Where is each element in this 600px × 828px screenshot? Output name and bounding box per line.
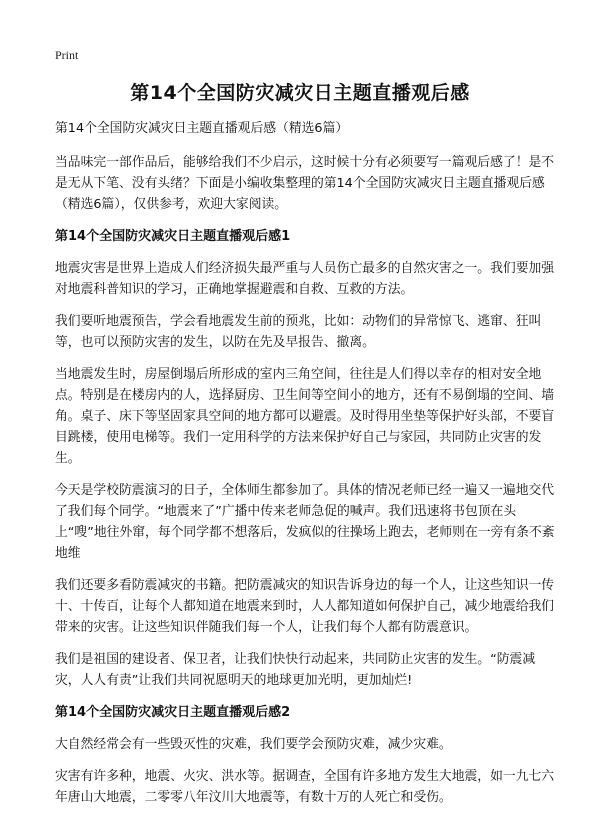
paragraph: 当地震发生时，房屋倒塌后所形成的室内三角空间，往往是人们得以幸存的相对安全地点。特别是在楼房内的人，选择厨房、卫生间等空间小的地方，还有不易倒塌的空间、墙角。桌子、床下等坚固家具空间的地方都可以避震。及时得用坐垫等保护好头部，不要盲目跳楼，使用电梯等。我们一定用科学的方法来保护好自己与家园，共同防止灾害的发生。: [55, 367, 555, 466]
paragraph: 地震灾害是世界上造成人们经济损失最严重与人员伤亡最多的自然灾害之一。我们要加强对地震科普知识的学习，正确地掌握避震和自救、互救的方法。: [55, 261, 555, 297]
article-body: [55, 118, 555, 819]
intro-paragraph: 当品味完一部作品后，能够给我们不少启示，这时候十分有必须要写一篇观后感了！是不是无从下笔、没有头绪？下面是小编收集整理的第14个全国防灾减灾日主题直播观后感（精选6篇），仅供参考，欢迎大家阅读。: [55, 155, 555, 212]
section-heading-2: 第14个全国防灾减灾日主题直播观后感2: [55, 705, 291, 720]
article-subtitle: 第14个全国防灾减灾日主题直播观后感（精选6篇）: [55, 121, 349, 136]
section-heading-1: 第14个全国防灾减灾日主题直播观后感1: [55, 229, 291, 244]
paragraph: 我们是祖国的建设者、保卫者，让我们快快行动起来，共同防止灾害的发生。“防震减灾，人人有责”让我们共同祝愿明天的地球更加光明，更加灿烂!: [55, 652, 536, 688]
paragraph: 今天是学校防震演习的日子，全体师生都参加了。具体的情况老师已经一遍又一遍地交代了我们每个同学。“地震来了”广播中传来老师急促的喊声。我们迅速将书包顶在头上“嗖”地往外窜，每个同学都不想落后，发疯似的往操场上跑去，老师则在一旁有条不紊地维: [55, 483, 555, 561]
paragraph: 大自然经常会有一些毁灭性的灾难，我们要学会预防灾难，减少灾难。: [55, 737, 452, 752]
paragraph: 灾害有许多种，地震、火灾、洪水等。据调查，全国有许多地方发生大地震，如一九七六年唐山大地震，二零零八年汶川大地震等，有数十万的人死亡和受伤。: [55, 769, 555, 805]
print-link[interactable]: Print: [55, 48, 79, 62]
paragraph: 我们要听地震预告，学会看地震发生前的预兆，比如：动物们的异常惊飞、逃窜、狂叫等，也可以预防灾害的发生，以防在先及早报告、撤离。: [55, 314, 542, 350]
paragraph: 我们还要多看防震减灾的书籍。把防震减灾的知识告诉身边的每一个人，让这些知识一传十、十传百，让每个人都知道在地震来到时，人人都知道如何保护自己，减少地震给我们带来的灾害。让这些知识伴随我们每一个人，让我们每个人都有防震意识。: [55, 578, 555, 635]
page-title: 第14个全国防灾减灾日主题直播观后感: [130, 82, 470, 104]
